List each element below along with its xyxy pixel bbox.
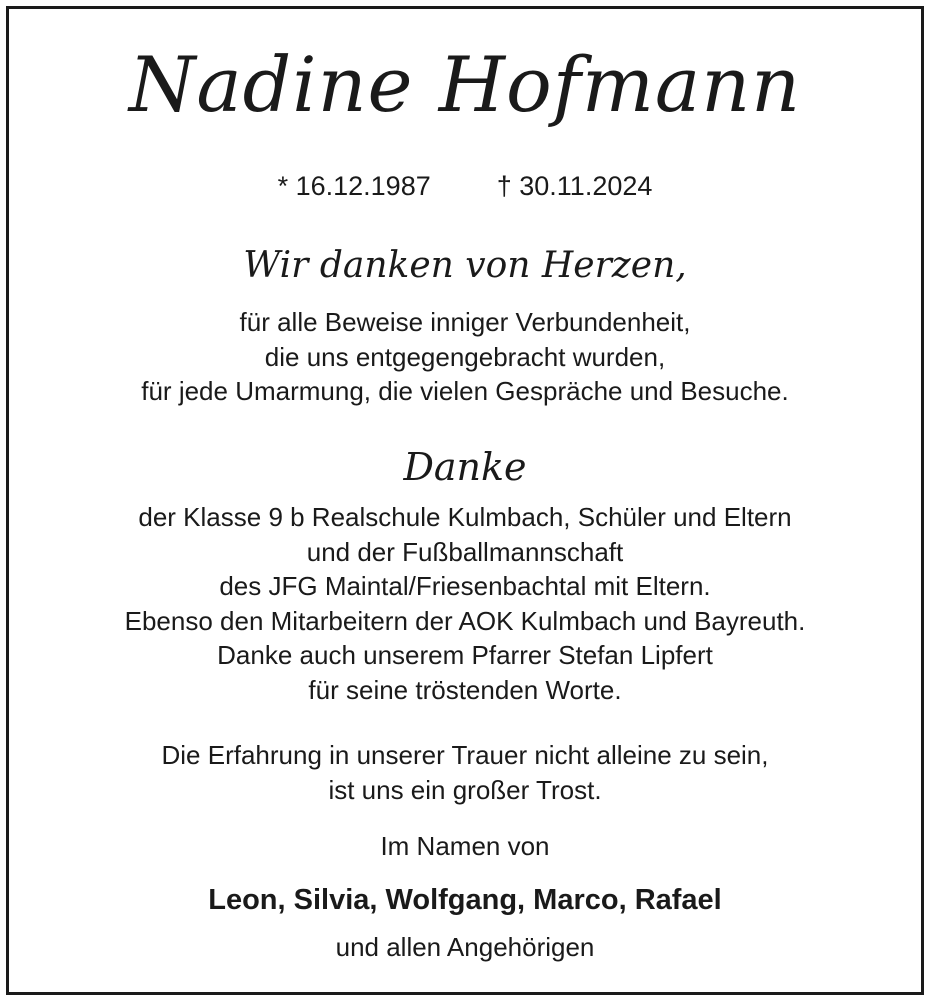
- text-line: des JFG Maintal/Friesenbachtal mit Eltern.: [219, 571, 711, 601]
- life-dates: [9, 169, 921, 203]
- text-line: Ebenso den Mitarbeitern der AOK Kulmbach und Bayreuth.: [124, 605, 806, 636]
- obituary-notice: [6, 6, 924, 995]
- birth-date: * 16.12.1987: [277, 171, 431, 201]
- text-line: der Klasse 9 b Realschule Kulmbach, Schüler und Eltern: [138, 502, 792, 532]
- relatives-text: und allen Angehörigen: [335, 932, 595, 962]
- text-line: für seine tröstenden Worte.: [308, 674, 622, 705]
- text-line: für jede Umarmung, die vielen Gespräche und Besuche.: [141, 376, 789, 406]
- text-line: die uns entgegengebracht wurden,: [264, 341, 666, 372]
- in-name-of: Im Namen von: [380, 831, 550, 861]
- family-names: Leon, Silvia, Wolfgang, Marco, Rafael: [208, 884, 722, 916]
- danke-heading: Danke: [403, 445, 527, 489]
- comfort-text: [9, 738, 921, 807]
- deceased-name: Nadine Hofmann: [128, 40, 802, 129]
- death-date: † 30.11.2024: [496, 171, 653, 201]
- text-line: und der Fußballmannschaft: [306, 536, 624, 567]
- thanks-text: [9, 305, 921, 409]
- text-line: für alle Beweise inniger Verbundenheit,: [239, 307, 691, 337]
- thanks-heading: Wir danken von Herzen,: [243, 245, 687, 286]
- danke-text: [9, 500, 921, 707]
- text-line: Die Erfahrung in unserer Trauer nicht alleine zu sein,: [161, 740, 769, 770]
- text-line: ist uns ein großer Trost.: [328, 774, 602, 805]
- text-line: Danke auch unserem Pfarrer Stefan Lipfert: [217, 640, 713, 670]
